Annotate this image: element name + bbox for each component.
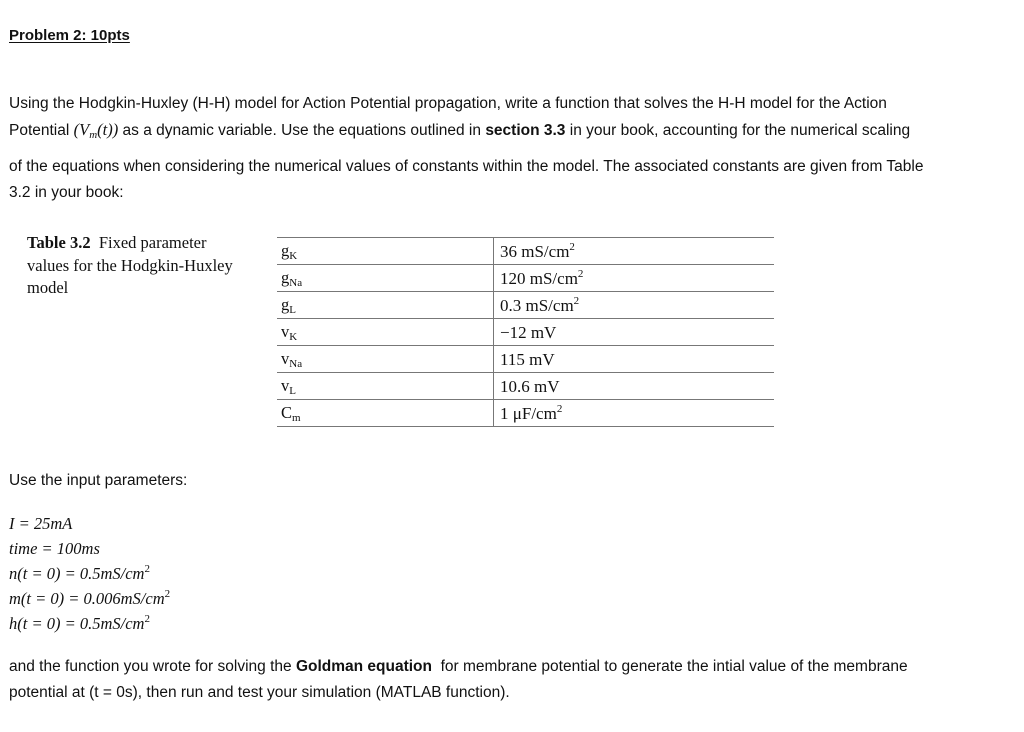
table-row <box>277 373 774 400</box>
table-row <box>277 346 774 373</box>
param-symbol: $g_L$ <box>277 292 494 319</box>
parameter-table <box>277 237 774 427</box>
table-row <box>277 292 774 319</box>
param-symbol: $g_{Na}$ <box>277 265 494 292</box>
intro-line-3: of the equations when considering the numerical values of constants within the model. The associated constants are given from Table <box>9 158 924 175</box>
table-row <box>277 400 774 427</box>
vm-expression: $(V_m(t))$ <box>73 120 119 141</box>
intro-line-2: Potential $(V_m(t))$ as a dynamic variable. Use the equations outlined in section 3.3 in your book, accounting for the numerical scaling <box>9 120 911 141</box>
param-symbol: $C_m$ <box>277 400 494 427</box>
param-value: 115 mV <box>494 346 775 373</box>
intro-paragraph <box>9 91 1014 206</box>
param-symbol: $v_L$ <box>277 373 494 400</box>
closing-line-2: potential at (t = 0s), then run and test your simulation (MATLAB function). <box>9 684 510 701</box>
param-value: 10.6 mV <box>494 373 775 400</box>
param-value: 120 $mS/cm^2$ <box>494 265 775 292</box>
table-caption-text: Fixed parameter values for the Hodgkin-Huxley model <box>27 233 233 297</box>
param-value: 0.3 $mS/cm^2$ <box>494 292 775 319</box>
intro-line-4: 3.2 in your book: <box>9 184 124 201</box>
input-parameter: $h(t = 0) = 0.5mS/cm^2$ <box>9 613 150 633</box>
problem-title: Problem 2: 10pts <box>9 27 130 44</box>
table-row <box>277 265 774 292</box>
input-parameter: time = 100ms <box>9 539 100 558</box>
table-caption-label: Table 3.2 <box>27 233 91 252</box>
param-symbol: $g_K$ <box>277 238 494 265</box>
input-parameter: I = 25mA <box>9 514 73 533</box>
param-value: 1 $\mu F/cm^2$ <box>494 400 775 427</box>
input-parameters <box>9 507 170 632</box>
input-parameter: $n(t = 0) = 0.5mS/cm^2$ <box>9 563 150 583</box>
closing-paragraph: and the function you wrote for solving the Goldman equation for membrane potential to generate the intial value of the membrane potential at (t = 0s), then run and test your simulation (MATLAB function). <box>9 658 908 701</box>
table-row <box>277 319 774 346</box>
param-value: −12 mV <box>494 319 775 346</box>
input-parameter: $m(t = 0) = 0.006mS/cm^2$ <box>9 588 171 608</box>
goldman-reference: Goldman equation <box>295 658 432 675</box>
intro-line-1: Using the Hodgkin-Huxley (H-H) model for Action Potential propagation, write a function that solves the H-H model for the Action <box>9 95 887 112</box>
use-params-label: Use the input parameters: <box>9 472 188 489</box>
param-symbol: $v_{Na}$ <box>277 346 494 373</box>
table-caption <box>27 232 252 300</box>
table-row <box>277 238 774 265</box>
param-symbol: $v_K$ <box>277 319 494 346</box>
param-value: 36 $mS/cm^2$ <box>494 238 775 265</box>
section-reference: section 3.3 <box>485 122 566 139</box>
